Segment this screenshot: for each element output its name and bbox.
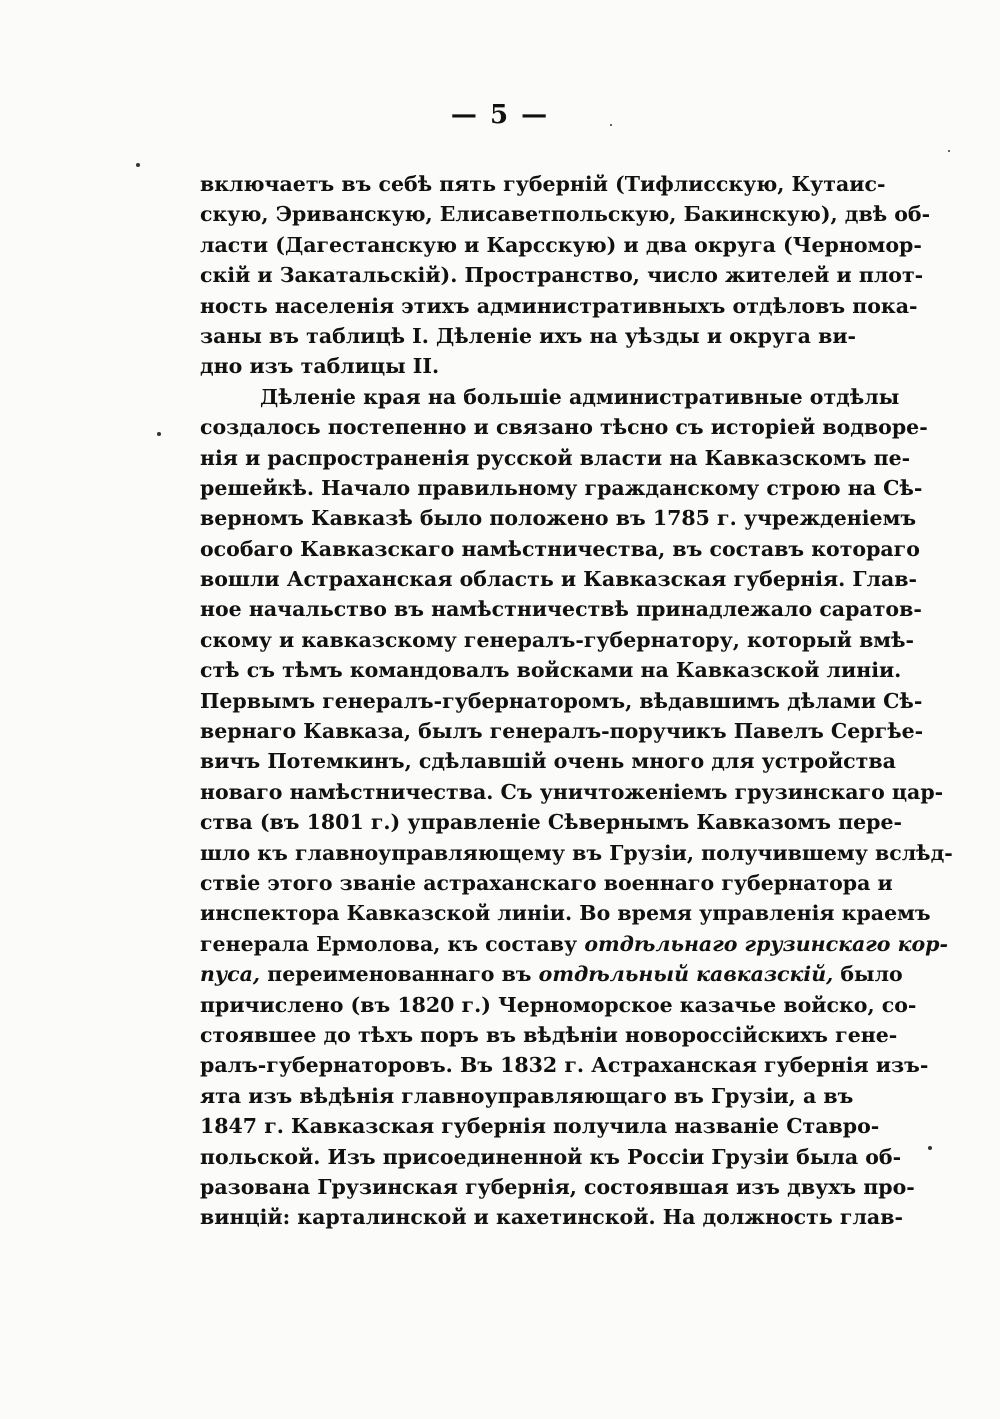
italic-fragment: пуса, [200,962,261,987]
text-line: вошли Астраханская область и Кавказская губернія. Глав- [200,567,918,592]
paragraph-1 [200,169,931,382]
text-line: новаго намѣстничества. Съ уничтоженіемъ грузинскаго цар- [200,779,944,804]
text-line: ята изъ вѣдѣнія главноуправляющаго въ Грузіи, а въ [200,1083,854,1108]
text-line: шло къ главноуправляющему въ Грузіи, получившему вслѣд- [200,840,953,865]
text-fragment: переименованнаго въ [260,962,539,987]
text-line: вернаго Кавказа, былъ генералъ-поручикъ Павелъ Сергѣе- [200,719,924,744]
scan-speck [948,150,950,152]
text-line: Дѣленіе края на большіе административные отдѣлы [260,384,900,409]
page-text [200,169,953,1233]
text-line: ное начальство въ намѣстничествѣ принадлежало саратов- [200,597,922,622]
page-number: — 5 — [450,100,550,130]
text-line: ства (въ 1801 г.) управленіе Сѣвернымъ Кавказомъ пере- [200,810,903,835]
text-line: особаго Кавказскаго намѣстничества, въ составъ котораго [200,536,920,561]
text-line: ность населенія этихъ административныхъ отдѣловъ пока- [200,293,918,318]
paragraph-2 [200,382,953,1233]
text-line: создалось постепенно и связано тѣсно съ исторіей водворе- [200,415,928,440]
text-line: ласти (Дагестанскую и Карсскую) и два округа (Черномор- [200,232,922,257]
text-line: дно изъ таблицы II. [200,354,440,379]
text-line: нія и распространенія русской власти на Кавказскомъ пе- [200,445,911,470]
italic-fragment: отдѣльный кавказскій, [538,962,834,987]
text-line: винцій: карталинской и кахетинской. На должность глав- [200,1205,903,1230]
text-line [200,929,948,959]
text-line: разована Грузинская губернія, состоявшая изъ двухъ про- [200,1174,915,1199]
text-line: решейкѣ. Начало правильному гражданскому строю на Сѣ- [200,475,923,500]
text-line: инспектора Кавказской линіи. Во время управленія краемъ [200,901,931,926]
italic-fragment: отдѣльнаго грузинскаго кор- [584,931,948,956]
text-line: 1847 г. Кавказская губернія получила названіе Ставро- [200,1114,880,1139]
text-line: Первымъ генералъ-губернаторомъ, вѣдавшимъ дѣлами Сѣ- [200,688,923,713]
text-line: включаетъ въ себѣ пять губерній (Тифлисскую, Кутаис- [200,172,886,196]
scan-speck [136,163,140,167]
text-fragment: генерала Ермолова, къ составу [200,931,585,956]
text-line: скій и Закатальскій). Пространство, число жителей и плот- [200,263,924,288]
text-line: стѣ съ тѣмъ командовалъ войсками на Кавказской линіи. [200,658,902,683]
scan-speck [157,432,161,436]
text-line: скому и кавказскому генералъ-губернатору, который вмѣ- [200,627,915,652]
text-line: вичъ Потемкинъ, сдѣлавшій очень много для устройства [200,749,896,774]
text-line: стоявшее до тѣхъ поръ въ вѣдѣніи новороссійскихъ гене- [200,1022,898,1047]
text-line: верномъ Кавказѣ было положено въ 1785 г. учрежденіемъ [200,506,917,531]
text-line: заны въ таблицѣ I. Дѣленіе ихъ на уѣзды и округа ви- [200,323,857,348]
text-fragment: было [833,962,903,987]
text-line: скую, Эриванскую, Елисаветпольскую, Бакинскую), двѣ об- [200,202,931,227]
text-line: причислено (въ 1820 г.) Черноморское казачье войско, со- [200,992,917,1017]
text-line: ствіе этого званіе астраханскаго военнаго губернатора и [200,870,893,895]
text-line [200,959,903,989]
text-line: польской. Изъ присоединенной къ Россіи Грузіи была об- [200,1144,902,1169]
scan-speck [610,124,612,126]
scan-speck [928,1146,932,1150]
text-line: ралъ-губернаторовъ. Въ 1832 г. Астраханская губернія изъ- [200,1053,929,1078]
